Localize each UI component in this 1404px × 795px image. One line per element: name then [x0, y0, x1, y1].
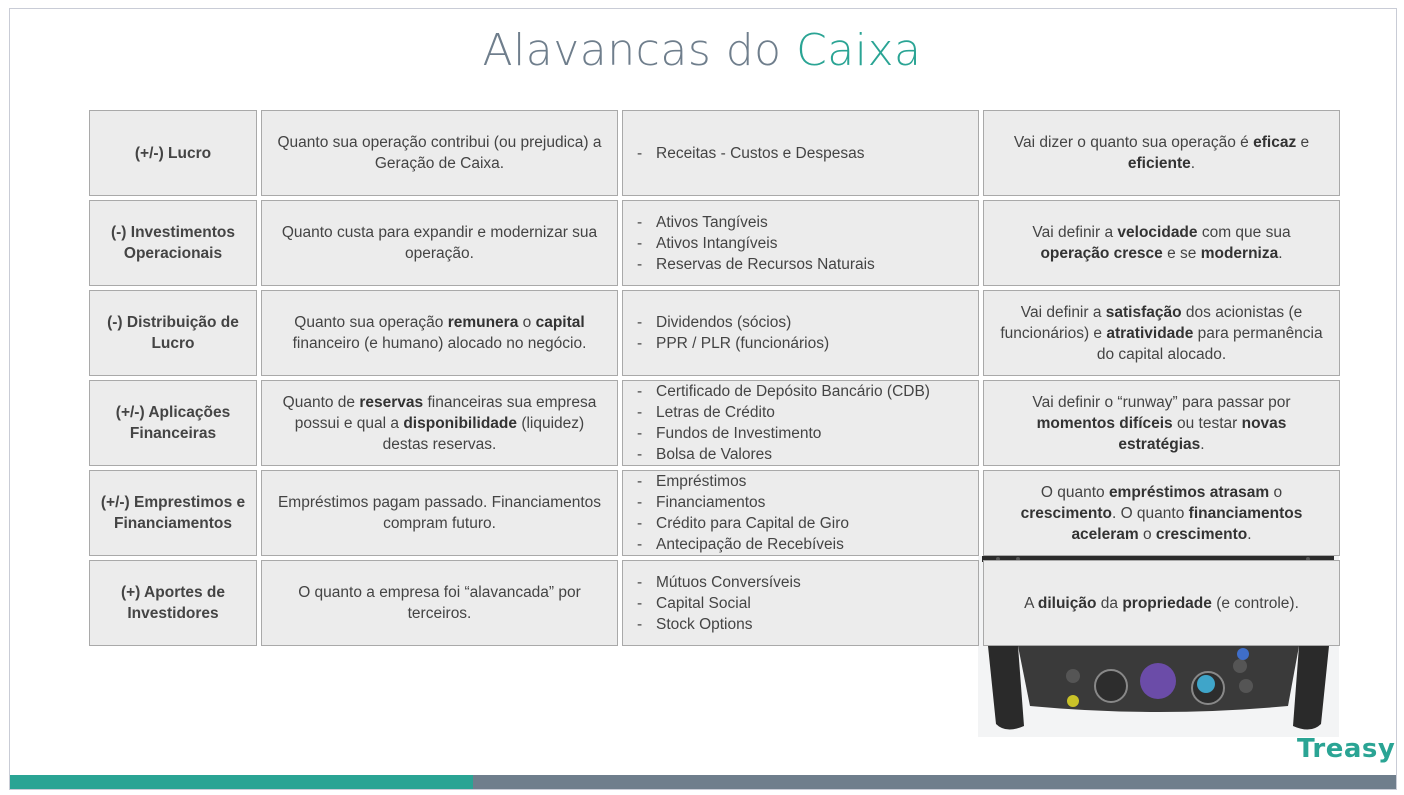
- levers-table: [89, 110, 1340, 646]
- list-item-text: Dividendos (sócios): [656, 314, 792, 331]
- text-run: O quanto a empresa foi “alavancada” por terceiros.: [298, 584, 581, 622]
- list-item-text: Stock Options: [656, 615, 753, 633]
- row-items: [622, 470, 979, 556]
- row-label: (+) Aportes de Investidores: [89, 560, 257, 646]
- text-run: Vai definir o “runway” para passar por: [1032, 393, 1291, 411]
- list-item-text: Capital Social: [656, 594, 751, 612]
- cell-text: [274, 582, 605, 624]
- dash-marker: -: [637, 425, 643, 442]
- dash-marker: -: [637, 144, 643, 162]
- row-description: [261, 290, 618, 376]
- list-item: [637, 593, 801, 614]
- dash-marker: -: [637, 594, 643, 612]
- list-item-text: Mútuos Conversíveis: [656, 573, 801, 591]
- text-run: Vai definir a: [1020, 303, 1106, 321]
- title-part-2: Caixa: [796, 25, 922, 76]
- text-run: ou testar: [1172, 414, 1242, 432]
- bold-text: momentos difíceis: [1036, 414, 1173, 432]
- row-label: (+/-) Aplicações Financeiras: [89, 380, 257, 466]
- bold-text: operação cresce: [1040, 245, 1163, 262]
- dash-marker: -: [637, 255, 643, 273]
- list-item: [637, 402, 930, 423]
- text-run: financeiro (e humano) alocado no negócio.: [292, 335, 587, 352]
- text-run: .: [1278, 245, 1283, 262]
- text-run: e se: [1162, 245, 1201, 262]
- list-item-text: Ativos Intangíveis: [656, 234, 778, 252]
- row-description: [261, 560, 618, 646]
- dash-marker: -: [637, 615, 643, 633]
- bold-text: novas estratégias: [1118, 414, 1287, 453]
- cell-text: [996, 392, 1327, 455]
- text-run: o: [1269, 483, 1283, 501]
- list-item-text: Receitas - Custos e Despesas: [656, 144, 865, 162]
- row-items: [622, 110, 979, 196]
- dash-marker: -: [637, 404, 643, 421]
- list-item: [637, 614, 801, 635]
- row-impact: [983, 110, 1340, 196]
- bold-text: moderniza: [1200, 245, 1279, 262]
- row-impact: [983, 290, 1340, 376]
- cell-text: [274, 492, 605, 534]
- row-impact: [983, 200, 1340, 286]
- footer-bar-slate: [473, 775, 1396, 789]
- text-run: .: [1200, 435, 1205, 453]
- text-run: A: [1024, 594, 1038, 612]
- list-item: [637, 513, 849, 534]
- dash-marker: -: [637, 573, 643, 591]
- bold-text: disponibilidade: [403, 414, 518, 432]
- cell-text: [996, 222, 1327, 264]
- bold-text: remunera: [447, 314, 519, 331]
- list-item-text: Reservas de Recursos Naturais: [656, 255, 875, 273]
- text-run: Quanto sua operação: [294, 314, 448, 331]
- list-item: [637, 534, 849, 555]
- row-label: (-) Investimentos Operacionais: [89, 200, 257, 286]
- list-item: [637, 471, 849, 492]
- row-items: [622, 380, 979, 466]
- row-label: (+/-) Emprestimos e Financiamentos: [89, 470, 257, 556]
- text-run: .: [1190, 155, 1196, 172]
- cell-text: [274, 132, 605, 174]
- row-label: (+/-) Lucro: [89, 110, 257, 196]
- cell-text: [274, 392, 605, 455]
- bold-text: atratividade: [1106, 324, 1194, 342]
- row-description: [261, 380, 618, 466]
- text-run: . O quanto: [1111, 504, 1189, 522]
- text-run: o: [518, 314, 536, 331]
- text-run: Empréstimos pagam passado. Financiamentos compram futuro.: [277, 494, 602, 532]
- row-description: [261, 470, 618, 556]
- bold-text: diluição: [1037, 594, 1097, 612]
- list-item: [637, 492, 849, 513]
- footer-bar-teal: [10, 775, 473, 789]
- bold-text: reservas: [359, 393, 424, 411]
- list-item-text: Financiamentos: [656, 494, 766, 511]
- row-description: [261, 200, 618, 286]
- list-item-text: Ativos Tangíveis: [656, 213, 768, 231]
- row-items: [622, 290, 979, 376]
- treasy-logo: Treasy: [1297, 734, 1396, 764]
- bold-text: propriedade: [1122, 594, 1212, 612]
- list-item-text: Bolsa de Valores: [656, 446, 773, 463]
- bold-text: velocidade: [1117, 224, 1198, 241]
- list-item-text: Empréstimos: [656, 473, 747, 490]
- row-label: (-) Distribuição de Lucro: [89, 290, 257, 376]
- list-item: [637, 444, 930, 465]
- cell-text: [996, 482, 1327, 545]
- list-item: [637, 212, 875, 233]
- text-run: .: [1247, 525, 1252, 543]
- text-run: Quanto custa para expandir e modernizar sua operação.: [281, 224, 598, 262]
- row-items: [622, 200, 979, 286]
- bold-text: satisfação: [1105, 303, 1182, 321]
- text-run: para permanência do capital alocado.: [1096, 324, 1323, 363]
- text-run: o: [1138, 525, 1156, 543]
- dash-marker: -: [637, 213, 643, 231]
- cell-text: [274, 312, 605, 354]
- row-items: [622, 560, 979, 646]
- list-item-text: Antecipação de Recebíveis: [656, 536, 844, 553]
- dash-marker: -: [637, 473, 643, 490]
- list-item: [637, 423, 930, 444]
- row-description: [261, 110, 618, 196]
- text-run: financeiras sua empresa possui e qual a: [294, 393, 597, 432]
- list-item: [637, 254, 875, 275]
- row-impact: [983, 470, 1340, 556]
- cell-text: [996, 302, 1327, 365]
- text-run: dos acionistas (e funcionários) e: [1000, 303, 1303, 342]
- bold-text: crescimento: [1155, 525, 1248, 543]
- dash-marker: -: [637, 234, 643, 252]
- list-item-text: Certificado de Depósito Bancário (CDB): [656, 383, 930, 400]
- list-item-text: Fundos de Investimento: [656, 425, 822, 442]
- list-item: [637, 143, 864, 164]
- row-impact: [983, 380, 1340, 466]
- row-impact: [983, 560, 1340, 646]
- cell-text: [1024, 593, 1299, 614]
- text-run: (e controle).: [1211, 594, 1299, 612]
- text-run: Quanto sua operação contribui (ou prejudica) a Geração de Caixa.: [277, 134, 602, 172]
- bold-text: empréstimos atrasam: [1108, 483, 1270, 501]
- dash-marker: -: [637, 446, 643, 463]
- bold-text: eficiente: [1127, 155, 1191, 172]
- text-run: e: [1296, 134, 1310, 151]
- dash-marker: -: [637, 515, 643, 532]
- list-item-text: Letras de Crédito: [656, 404, 775, 421]
- text-run: da: [1096, 594, 1123, 612]
- dash-marker: -: [637, 383, 643, 400]
- bold-text: eficaz: [1253, 134, 1297, 151]
- dash-marker: -: [637, 536, 643, 553]
- title-part-1: Alavancas do: [482, 25, 782, 76]
- text-run: O quanto: [1040, 483, 1109, 501]
- dash-marker: -: [637, 314, 643, 331]
- dash-marker: -: [637, 494, 643, 511]
- list-item: [637, 381, 930, 402]
- list-item-text: Crédito para Capital de Giro: [656, 515, 849, 532]
- text-run: Quanto de: [282, 393, 360, 411]
- cell-text: [274, 222, 605, 264]
- slide-title: [0, 25, 1404, 76]
- text-run: (liquidez) destas reservas.: [382, 414, 585, 453]
- list-item: [637, 233, 875, 254]
- bold-text: crescimento: [1020, 504, 1112, 522]
- cell-text: [996, 132, 1327, 174]
- bold-text: financiamentos aceleram: [1071, 504, 1303, 543]
- bold-text: capital: [535, 314, 585, 331]
- text-run: Vai dizer o quanto sua operação é: [1013, 134, 1254, 151]
- dash-marker: -: [637, 335, 643, 352]
- text-run: com que sua: [1197, 224, 1291, 241]
- list-item: [637, 572, 801, 593]
- text-run: Vai definir a: [1032, 224, 1118, 241]
- list-item-text: PPR / PLR (funcionários): [656, 335, 830, 352]
- list-item: [637, 312, 829, 333]
- list-item: [637, 333, 829, 354]
